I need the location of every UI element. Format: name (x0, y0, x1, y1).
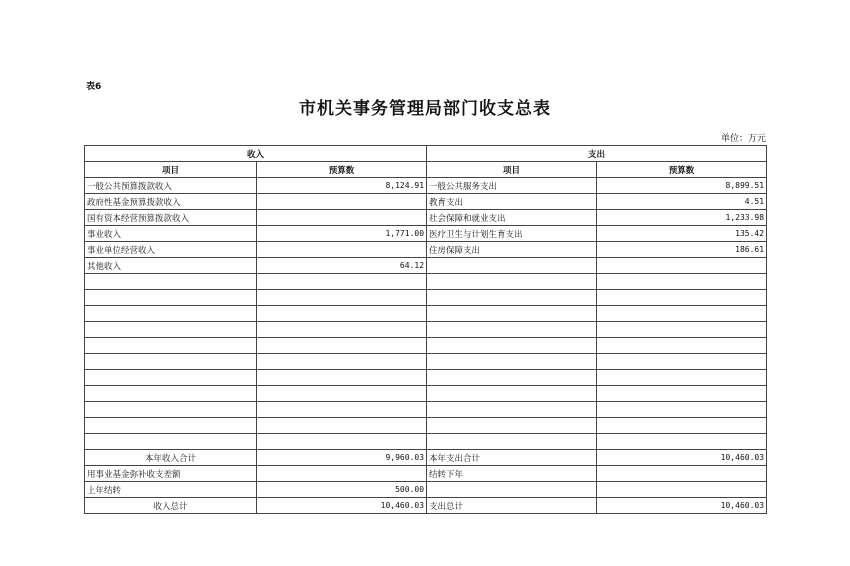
expense-amount-cell: 4.51 (597, 194, 767, 210)
fund-gap-label: 用事业基金弥补收支差额 (85, 466, 257, 482)
expense-year-total-value: 10,460.03 (597, 450, 767, 466)
income-item-cell (85, 274, 257, 290)
unit-label: 单位：万元 (720, 134, 766, 144)
income-grand-total-value: 10,460.03 (257, 498, 427, 514)
expense-year-total-label: 本年支出合计 (427, 450, 597, 466)
table-row (85, 290, 767, 306)
expense-amount-cell (597, 290, 767, 306)
table-row (85, 258, 767, 274)
table-row (85, 434, 767, 450)
expense-amount-cell (597, 354, 767, 370)
carry-forward-value (597, 466, 767, 482)
income-amount-cell (257, 210, 427, 226)
section-header-row (85, 146, 767, 162)
table-row (85, 338, 767, 354)
table-row (85, 354, 767, 370)
expense-item-header: 项目 (427, 162, 597, 178)
expense-amount-cell (597, 258, 767, 274)
income-item-cell: 事业收入 (85, 226, 257, 242)
income-item-cell (85, 290, 257, 306)
expense-item-cell: 住房保障支出 (427, 242, 597, 258)
expense-amount-cell (597, 386, 767, 402)
expense-item-cell (427, 338, 597, 354)
table-row (85, 242, 767, 258)
income-amount-cell: 1,771.00 (257, 226, 427, 242)
income-year-total-label: 本年收入合计 (85, 450, 257, 466)
expense-amount-cell (597, 434, 767, 450)
column-header-row (85, 162, 767, 178)
expense-item-cell (427, 354, 597, 370)
income-amount-cell (257, 290, 427, 306)
document-title: 市机关事务管理局部门收支总表 (299, 99, 551, 119)
total-row (85, 466, 767, 482)
income-item-cell: 国有资本经营预算拨款收入 (85, 210, 257, 226)
income-amount-cell: 8,124.91 (257, 178, 427, 194)
income-item-cell (85, 402, 257, 418)
expense-item-cell (427, 290, 597, 306)
expense-blank-amount (597, 482, 767, 498)
income-item-header: 项目 (85, 162, 257, 178)
income-item-cell (85, 386, 257, 402)
income-amount-cell (257, 354, 427, 370)
income-amount-cell (257, 402, 427, 418)
expense-grand-total-value: 10,460.03 (597, 498, 767, 514)
total-row (85, 482, 767, 498)
carry-forward-label: 结转下年 (427, 466, 597, 482)
income-amount-cell (257, 370, 427, 386)
expense-item-cell: 医疗卫生与计划生育支出 (427, 226, 597, 242)
income-item-cell (85, 354, 257, 370)
income-amount-cell (257, 386, 427, 402)
income-grand-total-label: 收入总计 (85, 498, 257, 514)
income-amount-cell: 64.12 (257, 258, 427, 274)
total-row (85, 498, 767, 514)
income-year-total-value: 9,960.03 (257, 450, 427, 466)
income-amount-cell (257, 194, 427, 210)
expense-blank-item (427, 482, 597, 498)
income-amount-cell (257, 418, 427, 434)
income-amount-cell (257, 242, 427, 258)
expense-item-cell (427, 402, 597, 418)
income-item-cell (85, 434, 257, 450)
total-row (85, 450, 767, 466)
expense-section-header: 支出 (427, 146, 767, 162)
table-row (85, 194, 767, 210)
income-item-cell (85, 338, 257, 354)
expense-item-cell (427, 258, 597, 274)
income-item-cell (85, 370, 257, 386)
prev-year-carryover-value: 500.00 (257, 482, 427, 498)
table-row (85, 274, 767, 290)
income-item-cell (85, 306, 257, 322)
expense-item-cell (427, 370, 597, 386)
expense-amount-cell (597, 370, 767, 386)
expense-item-cell (427, 434, 597, 450)
budget-summary-table (84, 145, 767, 514)
income-budget-header: 预算数 (257, 162, 427, 178)
expense-item-cell: 社会保障和就业支出 (427, 210, 597, 226)
expense-item-cell (427, 306, 597, 322)
income-item-cell (85, 418, 257, 434)
expense-item-cell (427, 418, 597, 434)
table-row (85, 402, 767, 418)
income-amount-cell (257, 306, 427, 322)
table-row (85, 226, 767, 242)
prev-year-carryover-label: 上年结转 (85, 482, 257, 498)
income-item-cell: 事业单位经营收入 (85, 242, 257, 258)
expense-amount-cell: 186.61 (597, 242, 767, 258)
expense-amount-cell (597, 418, 767, 434)
income-amount-cell (257, 322, 427, 338)
expense-budget-header: 预算数 (597, 162, 767, 178)
table-row (85, 210, 767, 226)
expense-amount-cell: 8,899.51 (597, 178, 767, 194)
expense-grand-total-label: 支出总计 (427, 498, 597, 514)
table-row (85, 306, 767, 322)
income-item-cell (85, 322, 257, 338)
expense-amount-cell (597, 338, 767, 354)
income-section-header: 收入 (85, 146, 427, 162)
table-row (85, 386, 767, 402)
expense-amount-cell (597, 274, 767, 290)
income-amount-cell (257, 338, 427, 354)
income-amount-cell (257, 434, 427, 450)
income-item-cell: 政府性基金预算拨款收入 (85, 194, 257, 210)
income-item-cell: 其他收入 (85, 258, 257, 274)
expense-amount-cell (597, 306, 767, 322)
table-row (85, 178, 767, 194)
expense-amount-cell (597, 322, 767, 338)
expense-item-cell (427, 386, 597, 402)
expense-amount-cell: 135.42 (597, 226, 767, 242)
table-row (85, 370, 767, 386)
table-row (85, 418, 767, 434)
income-amount-cell (257, 274, 427, 290)
fund-gap-value (257, 466, 427, 482)
expense-item-cell (427, 274, 597, 290)
expense-item-cell (427, 322, 597, 338)
table-number-label: 表6 (86, 82, 102, 92)
expense-amount-cell: 1,233.98 (597, 210, 767, 226)
expense-item-cell: 教育支出 (427, 194, 597, 210)
expense-item-cell: 一般公共服务支出 (427, 178, 597, 194)
expense-amount-cell (597, 402, 767, 418)
income-item-cell: 一般公共预算拨款收入 (85, 178, 257, 194)
table-row (85, 322, 767, 338)
